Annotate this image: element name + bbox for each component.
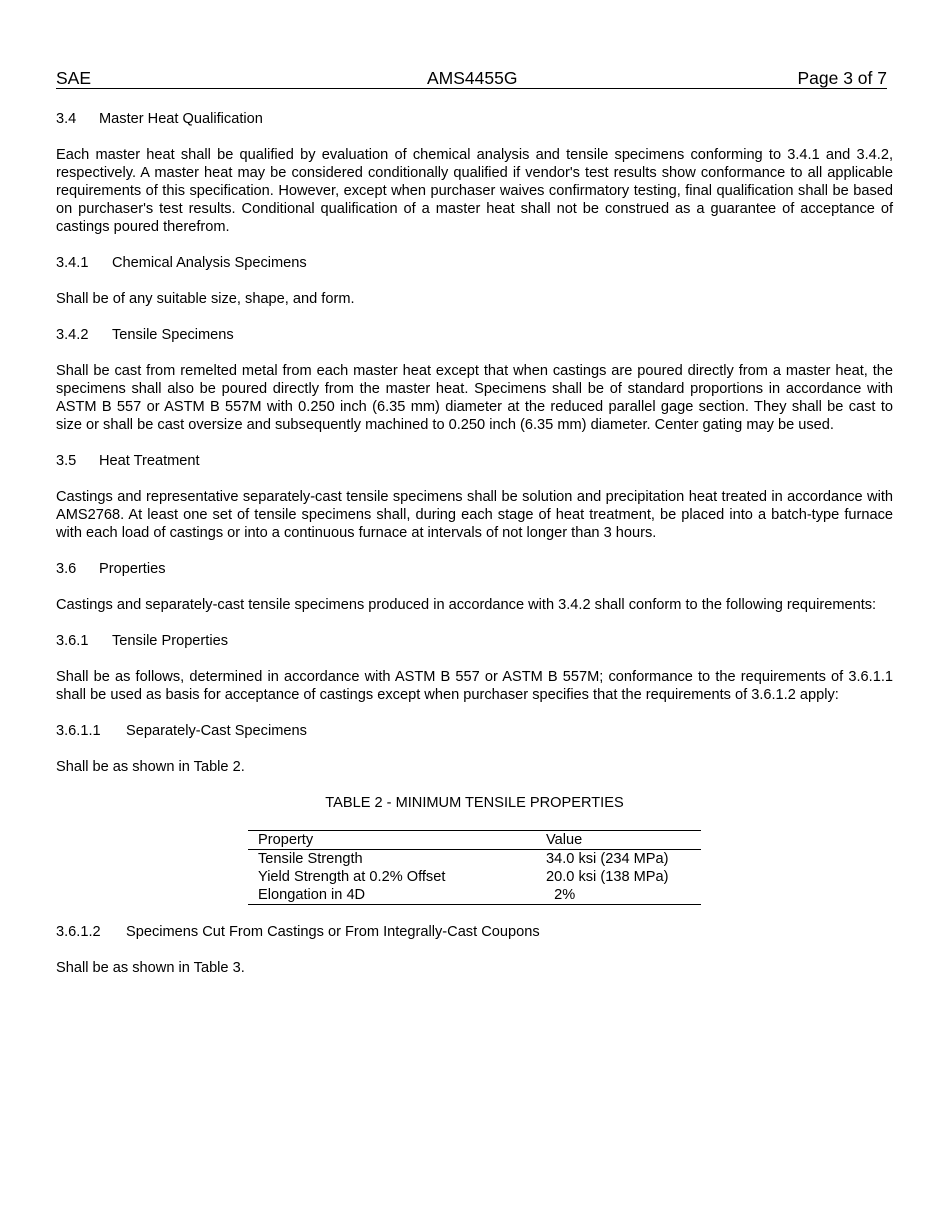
table-header-row	[248, 831, 701, 850]
header-organization: SAE	[56, 68, 92, 88]
section-paragraph-3-6: Castings and separately-cast tensile specimens produced in accordance with 3.4.2 shall conform to the following requirements:	[56, 597, 877, 613]
table-cell-property: Yield Strength at 0.2% Offset	[258, 869, 446, 885]
table-row	[248, 868, 701, 886]
table-2-caption: TABLE 2 - MINIMUM TENSILE PROPERTIES	[325, 795, 624, 811]
section-paragraph-3-6-1: Shall be as follows, determined in accordance with ASTM B 557 or ASTM B 557M; conformance to the requirements of 3.6.1.1 shall be used as basis for acceptance of castings except when purchaser specifies that the requirements of 3.6.1.2 apply:	[56, 669, 893, 703]
section-title: Properties	[99, 561, 166, 577]
column-header-property: Property	[248, 831, 536, 850]
table-cell-property: Elongation in 4D	[258, 887, 366, 903]
document-body	[56, 110, 893, 995]
section-title: Master Heat Qualification	[99, 111, 263, 127]
section-heading-3-6	[56, 560, 893, 578]
section-paragraph-3-6-1-1: Shall be as shown in Table 2.	[56, 759, 245, 775]
section-paragraph-3-5: Castings and representative separately-cast tensile specimens shall be solution and precipitation heat treated in accordance with AMS2768. At least one set of tensile specimens shall, during each stage of heat treatment, be placed into a batch-type furnace with each load of castings or into a continuous furnace at intervals of not longer than 3 hours.	[56, 489, 893, 541]
section-number: 3.5	[56, 453, 77, 469]
section-heading-3-4-1	[56, 254, 893, 272]
section-number: 3.6.1.2	[56, 924, 101, 940]
table-row	[248, 886, 701, 905]
section-title: Chemical Analysis Specimens	[112, 255, 307, 271]
section-paragraph-3-4: Each master heat shall be qualified by evaluation of chemical analysis and tensile specimens conforming to 3.4.1 and 3.4.2, respectively. A master heat may be considered conditionally qualified if vendor's test results show conformance to all applicable requirements of this specification. However, except when purchaser waives confirmatory testing, final qualification shall be based on purchaser's test results. Conditional qualification of a master heat shall not be construed as a guarantee of acceptance of castings poured therefrom.	[56, 147, 893, 235]
section-title: Heat Treatment	[99, 453, 200, 469]
section-heading-3-6-1-2	[56, 923, 893, 941]
header-page-number: Page 3 of 7	[797, 68, 887, 88]
section-heading-3-4	[56, 110, 893, 128]
section-title: Tensile Properties	[112, 633, 228, 649]
tensile-properties-table	[248, 830, 701, 905]
section-paragraph-3-4-2: Shall be cast from remelted metal from each master heat except that when castings are poured directly from a master heat, the specimens shall also be poured directly from the master heat. Specimens shall be of standard proportions in accordance with ASTM B 557 or ASTM B 557M with 0.250 inch (6.35 mm) diameter at the reduced parallel gage section. They shall be cast to size or shall be cast oversize and subsequently machined to 0.250 inch (6.35 mm) diameter. Center gating may be used.	[56, 363, 893, 433]
section-number: 3.6	[56, 561, 77, 577]
header-document-id: AMS4455G	[427, 68, 518, 88]
section-number: 3.6.1.1	[56, 723, 101, 739]
column-header-value: Value	[536, 831, 701, 850]
section-number: 3.4	[56, 111, 77, 127]
table-row	[248, 850, 701, 869]
section-title: Separately-Cast Specimens	[126, 723, 307, 739]
section-heading-3-4-2	[56, 326, 893, 344]
section-number: 3.6.1	[56, 633, 89, 649]
section-number: 3.4.2	[56, 327, 89, 343]
section-title: Tensile Specimens	[112, 327, 234, 343]
table-cell-value: 20.0 ksi (138 MPa)	[546, 869, 669, 885]
section-heading-3-6-1	[56, 632, 893, 650]
page-header	[56, 68, 887, 89]
section-heading-3-5	[56, 452, 893, 470]
table-2-wrapper	[56, 830, 893, 905]
section-heading-3-6-1-1	[56, 722, 893, 740]
section-paragraph-3-4-1: Shall be of any suitable size, shape, and form.	[56, 291, 355, 307]
table-cell-value: 2%	[546, 887, 576, 903]
section-paragraph-3-6-1-2: Shall be as shown in Table 3.	[56, 960, 245, 976]
section-number: 3.4.1	[56, 255, 89, 271]
table-cell-property: Tensile Strength	[258, 851, 363, 867]
table-cell-value: 34.0 ksi (234 MPa)	[546, 851, 669, 867]
section-title: Specimens Cut From Castings or From Integrally-Cast Coupons	[126, 924, 540, 940]
